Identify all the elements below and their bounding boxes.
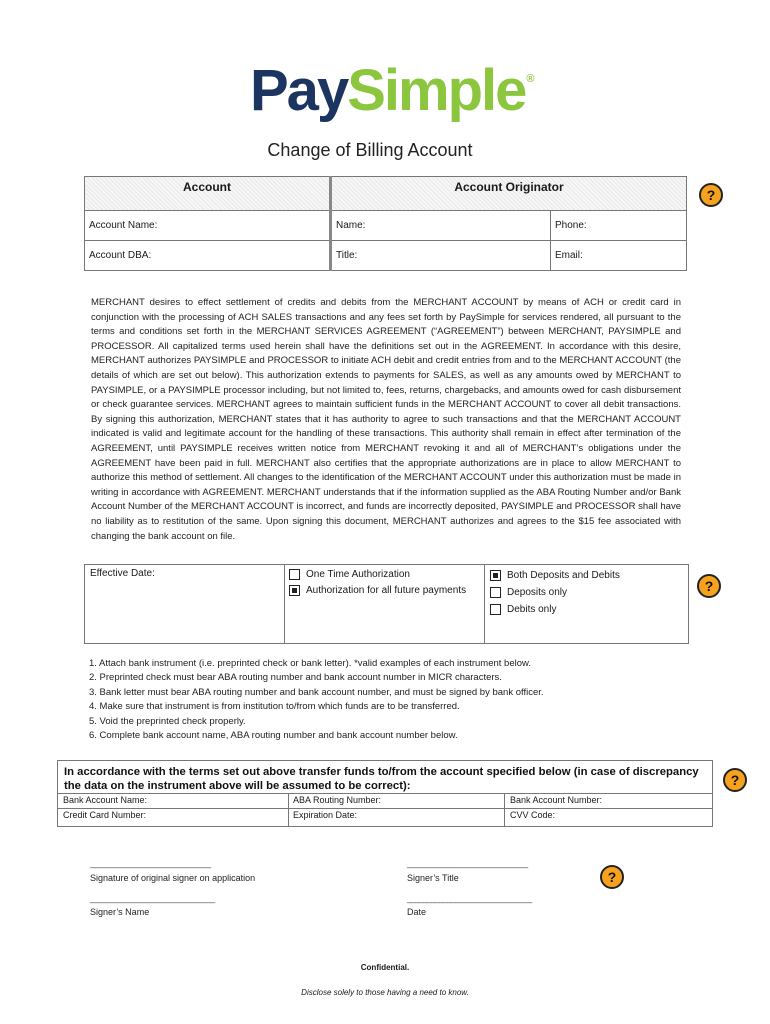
- account-header: Account: [85, 177, 331, 211]
- signer-title-label: Signer’s Title: [407, 873, 459, 883]
- paysimple-logo: [250, 58, 533, 123]
- column-divider: [504, 793, 505, 826]
- help-icon[interactable]: ?: [699, 183, 723, 207]
- original-signer-label: Signature of original signer on application: [90, 873, 256, 883]
- option-label: Deposits only: [507, 586, 568, 598]
- effective-date-field[interactable]: [85, 565, 285, 643]
- date-line[interactable]: _______________________________: [407, 893, 532, 903]
- cvv-code-field[interactable]: CVV Code:: [510, 810, 556, 820]
- option-one-time[interactable]: [289, 567, 480, 582]
- help-icon[interactable]: ?: [723, 768, 747, 792]
- transfer-section: [57, 760, 713, 827]
- title-field[interactable]: Title:: [331, 241, 551, 271]
- phone-field[interactable]: Phone:: [551, 211, 687, 241]
- checkbox-debits-only[interactable]: [490, 604, 501, 615]
- checkbox-one-time[interactable]: [289, 569, 300, 580]
- logo-simple-text: Simple: [347, 58, 526, 123]
- column-divider: [288, 793, 289, 826]
- transaction-type-options: [485, 565, 688, 643]
- date-label: Date: [407, 907, 427, 917]
- credit-card-number-field[interactable]: Credit Card Number:: [63, 810, 147, 820]
- disclosure-notice: Disclose solely to those having a need to know.: [301, 988, 469, 997]
- email-field[interactable]: Email:: [551, 241, 687, 271]
- instructions-list: [89, 657, 544, 743]
- signer-title-line[interactable]: ______________________________: [407, 858, 528, 868]
- bank-account-number-field[interactable]: Bank Account Number:: [510, 795, 603, 805]
- authorization-paragraph: MERCHANT desires to effect settlement of credits and debits from the MERCHANT ACCOUNT by means of ACH or credit card in conjunction with the processing of ACH SALES transactions and any fees set forth by PaySimple for services rendered, all pursuant to the terms and conditions set forth in the MERCHANT SERVICES AGREEMENT (“AGREEMENT”) between MERCHANT, PAYSIMPLE and PROCESSOR. All capitalized terms used herein shall have the definitions set out in the AGREEMENT. In accordance with this desire, MERCHANT authorizes PAYSIMPLE and PROCESSOR to initiate ACH debit and credit entries from and to the MERCHANT ACCOUNT (the details of which are set out below). This authorization extends to payments for SALES, as well as any amounts owed by MERCHANT to PAYSIMPLE, or a PAYSIMPLE processor including, but not limited to, fees, returns, chargebacks, and amounts owed for cash disbursement or check guarantee services. MERCHANT agrees to maintain sufficient funds in the MERCHANT ACCOUNT to cover all debit transactions. By signing this authorization, MERCHANT states that it has authority to agree to such transactions and that the MERCHANT ACCOUNT indicated is valid and legitimate account for the handling of these transactions. This authority shall remain in effect after termination of the AGREEMENT, until PAYSIMPLE receives written notice from MERCHANT revoking it and all of MERCHANT’s obligations under the AGREEMENT have been paid in full. MERCHANT also certifies that the appropriate authorizations are in place to allow MERCHANT to authorize this method of settlement. All changes to the identification of the MERCHANT ACCOUNT under this authorization must be made in writing in accordance with AGREEMENT. MERCHANT understands that if the information supplied as the ABA Routing Number and/or Bank Account Number of the MERCHANT ACCOUNT is incorrect, and funds are incorrectly deposited, PAYSIMPLE and PROCESSOR shall have no liability as to restitution of the same. Upon signing this document, MERCHANT authorizes and agrees to the $15 fee associated with changing the bank account on file.: [91, 297, 681, 542]
- effective-date-section: [84, 564, 689, 644]
- instruction-item: 5. Void the preprinted check properly.: [89, 715, 246, 727]
- account-name-field[interactable]: Account Name:: [85, 211, 331, 241]
- checkbox-deposits-only[interactable]: [490, 587, 501, 598]
- option-label: One Time Authorization: [306, 569, 410, 580]
- signer-name-label: Signer’s Name: [90, 907, 150, 917]
- instruction-item: 4. Make sure that instrument is from institution to/from which funds are to be transferred.: [89, 701, 460, 713]
- document-title: Change of Billing Account: [267, 140, 473, 160]
- transfer-heading: In accordance with the terms set out above transfer funds to/from the account specified below (in case of discrepancy the data on the instrument above will be assumed to be correct):: [64, 766, 699, 792]
- account-originator-header: Account Originator: [331, 177, 687, 211]
- option-debits-only[interactable]: [490, 601, 683, 617]
- help-icon[interactable]: ?: [600, 865, 624, 889]
- option-label: Debits only: [507, 603, 557, 615]
- logo-registered-mark: ®: [526, 73, 533, 85]
- signer-name-line[interactable]: _______________________________: [90, 893, 215, 903]
- instruction-item: 2. Preprinted check must bear ABA routing number and bank account number in MICR characters.: [89, 672, 502, 684]
- option-both[interactable]: [490, 567, 683, 583]
- authorization-options: [285, 565, 485, 643]
- transfer-row: [58, 808, 712, 823]
- instruction-item: 6. Complete bank account name, ABA routing number and bank account number below.: [89, 730, 458, 742]
- originator-name-field[interactable]: Name:: [331, 211, 551, 241]
- original-signature-line[interactable]: ______________________________: [90, 858, 211, 868]
- instruction-item: 1. Attach bank instrument (i.e. preprinted check or bank letter). *valid examples of each instrument below.: [89, 658, 531, 669]
- aba-routing-number-field[interactable]: ABA Routing Number:: [293, 795, 382, 805]
- bank-account-name-field[interactable]: Bank Account Name:: [63, 795, 148, 805]
- effective-date-label: Effective Date:: [90, 568, 155, 579]
- option-label: Both Deposits and Debits: [507, 569, 620, 581]
- transfer-row: [58, 793, 712, 808]
- option-label: Authorization for all future payments: [306, 585, 467, 596]
- logo-pay-text: Pay: [250, 58, 348, 123]
- expiration-date-field[interactable]: Expiration Date:: [293, 810, 358, 820]
- option-future-payments[interactable]: [289, 583, 480, 598]
- account-dba-field[interactable]: Account DBA:: [85, 241, 331, 271]
- option-deposits-only[interactable]: [490, 584, 683, 600]
- help-icon[interactable]: ?: [697, 574, 721, 598]
- checkbox-future-payments[interactable]: [289, 585, 300, 596]
- account-table: [84, 176, 687, 271]
- instruction-item: 3. Bank letter must bear ABA routing number and bank account number, and must be signed by bank officer.: [89, 686, 544, 698]
- confidential-notice: Confidential.: [360, 963, 410, 972]
- checkbox-both[interactable]: [490, 570, 501, 581]
